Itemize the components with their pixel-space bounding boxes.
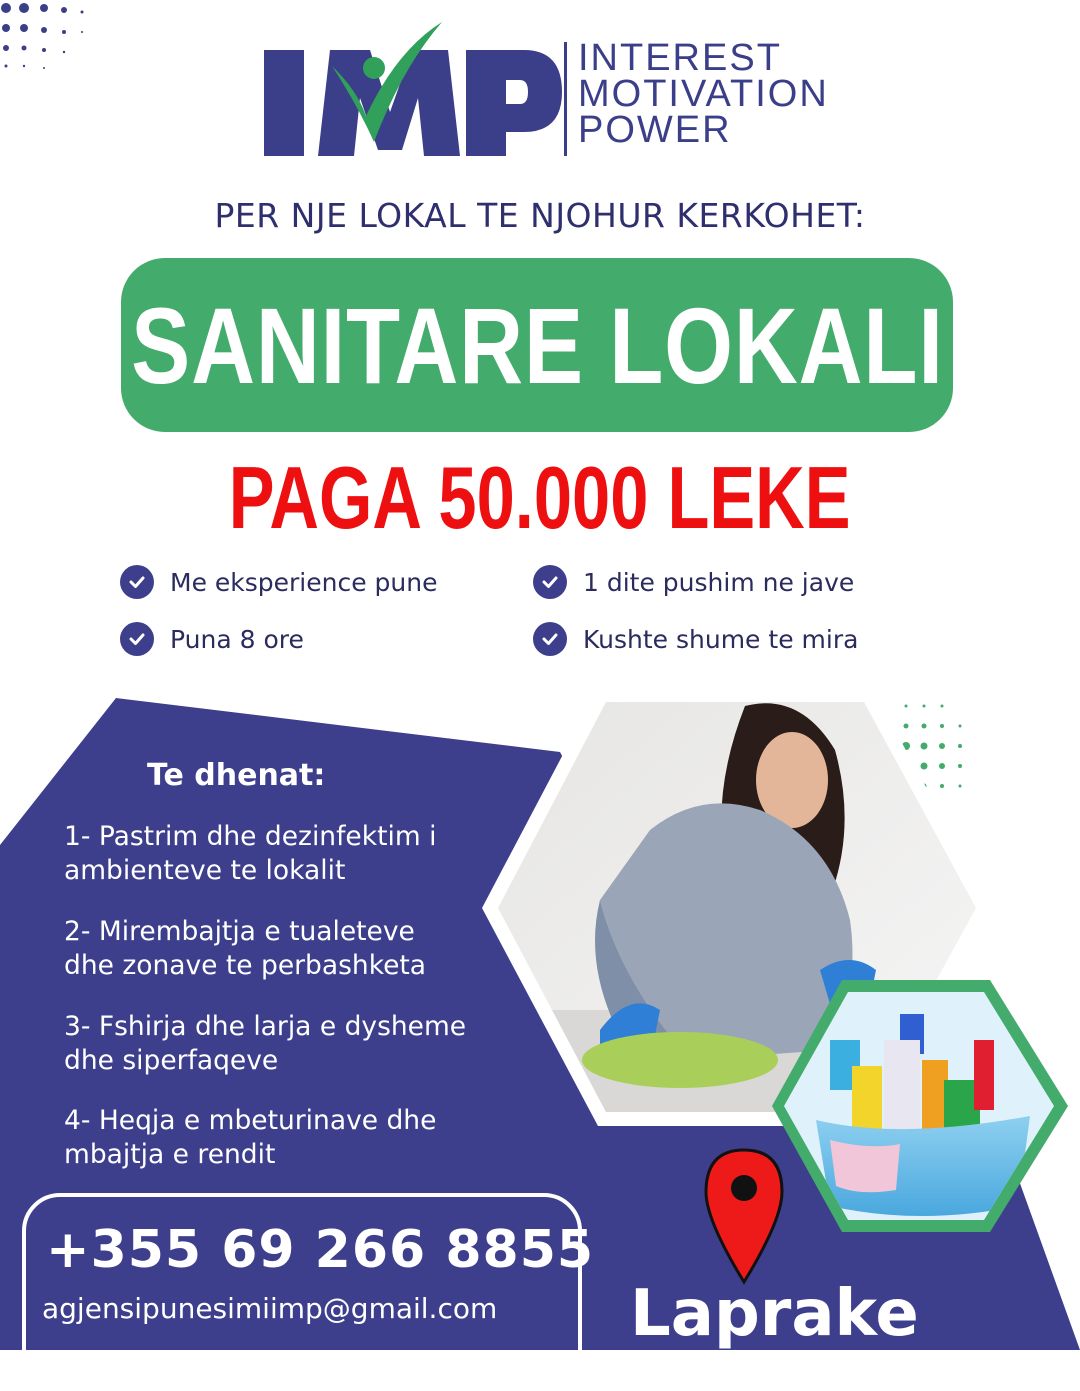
- phone-number[interactable]: +355 69 266 8855: [46, 1220, 595, 1280]
- brand-name-line: MOTIVATION: [578, 73, 829, 115]
- position-title: SANITARE LOKALI: [130, 284, 944, 406]
- brand-name-line: POWER: [578, 109, 732, 151]
- brand-name-line: INTEREST: [578, 37, 782, 79]
- feature-text: 1 dite pushim ne jave: [583, 567, 855, 597]
- detail-item-line: dhe siperfaqeve: [64, 1045, 279, 1076]
- detail-item-line: 3- Fshirja dhe larja e dysheme: [64, 1011, 467, 1042]
- details-title: Te dhenat:: [147, 758, 326, 793]
- detail-item-line: ambienteve te lokalit: [64, 855, 346, 886]
- detail-item-line: dhe zonave te perbashketa: [64, 950, 427, 981]
- feature-text: Me eksperience pune: [170, 567, 438, 597]
- headline: PER NJE LOKAL TE NJOHUR KERKOHET:: [214, 196, 866, 235]
- feature-text: Puna 8 ore: [170, 624, 304, 654]
- detail-item-line: 1- Pastrim dhe dezinfektim i: [64, 821, 437, 852]
- email-address[interactable]: agjensipunesimiimp@gmail.com: [42, 1292, 498, 1325]
- feature-text: Kushte shume te mira: [583, 624, 859, 654]
- detail-item: [64, 915, 534, 983]
- detail-item-line: 4- Heqja e mbeturinave dhe: [64, 1105, 437, 1136]
- salary-text: PAGA 50.000 LEKE: [229, 448, 851, 547]
- location-city: Laprake: [630, 1277, 919, 1351]
- detail-item: [64, 1104, 534, 1172]
- detail-item: [64, 1010, 534, 1078]
- detail-item-line: 2- Mirembajtja e tualeteve: [64, 916, 415, 947]
- detail-item-line: mbajtja e rendit: [64, 1139, 276, 1170]
- detail-item: [64, 820, 534, 888]
